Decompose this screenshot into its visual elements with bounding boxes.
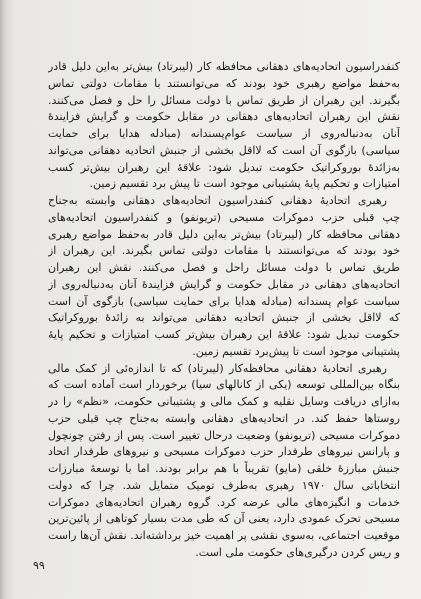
text-line: نقش این رهبران اتحادیه‌های دهقانی در مقابل حکومت و گرایش فزایندهٔ bbox=[48, 110, 400, 124]
text-line: چپ قبلی حزب دموکرات مسیحی (تریونفو) و کنفدراسیون اتحادیه‌های bbox=[48, 210, 400, 224]
text-line: رهبری اتحادیهٔ دهقانی کنفدراسیون اتحادیه‌های دهقانی وابسته به‌جناح bbox=[48, 194, 387, 207]
text-line: دهقانی محافظه کار (لیبرتاد) بیش‌تر به‌این دلیل قادر به‌حفظ مواضع رهبری bbox=[48, 227, 400, 241]
text-line: انتخاباتی سال ۱۹۷۰ رهبری به‌طرف تومیک متمایل شد. چرا که دولت bbox=[48, 478, 400, 492]
text-line: حکومت تبدیل شود: علاقهٔ این رهبران بیش‌تر کسب امتیازات و تحکیم پایهٔ bbox=[48, 328, 400, 341]
paragraph-2 bbox=[48, 193, 400, 361]
paragraph-1 bbox=[48, 59, 400, 193]
text-line: امتیازات و تحکیم پایهٔ پشتیبانی موجود است تا پیش برد تقسیم زمین. bbox=[89, 177, 400, 191]
text-line: اتحادیه‌های دهقانی در مقابل حکومت و گرایش فزایندهٔ آنان به‌دنباله‌روی از bbox=[48, 277, 400, 291]
text-line: سیاسی) بازگوی آن است که لااقل بخشی از جنبش اتحادیه دهقانی می‌تواند bbox=[48, 143, 400, 157]
text-line: به‌حفظ مواضع رهبری خود بودند که می‌توانستند با مقامات دولتی تماس bbox=[48, 76, 400, 90]
text-line: و ریس کردن درگیری‌های حکومت ملی است. bbox=[195, 545, 400, 559]
text-line: آنان به‌دنباله‌روی از سیاست عوام‌پسندانه (مبادله هدایا برای حمایت bbox=[48, 127, 400, 140]
text-line: پشتیبانی موجود است تا پیش‌برد تقسیم زمین. bbox=[192, 344, 400, 358]
text-line: موقعیت اجتماعی، به‌سوی نقشی پر اهمیت خیز برداشته‌اند. نقش آن‌ها راست bbox=[48, 529, 400, 542]
text-line: و پارانس نیروهای طرفدار حزب دموکرات مسیحی و نیروهای طرفدار اتحاد bbox=[48, 445, 400, 459]
body-text bbox=[48, 59, 400, 562]
paragraph-3 bbox=[48, 361, 400, 562]
text-line: دموکرات مسیحی (تریونفو) وضعیت درحال تغییر است. پس از رفتن چونچول bbox=[48, 428, 400, 442]
text-line: به‌ازای دریافت وسایل نقلیه و کمک مالی و پشتیبانی حکومت، «نظم» را در bbox=[48, 395, 400, 408]
text-line: سیاست عوام پسندانه (مبادله هدایا برای حمایت سیاسی) بازگوی آن است bbox=[48, 294, 400, 308]
text-line: مسیحی تحرک عمودی دارد، یعنی آن که طی مدت بسیار کوتاهی از پائین‌ترین bbox=[48, 512, 400, 526]
text-line: رهبری اتحادیهٔ دهقانی محافظه‌کار (لیبرتاد) که تا اندازه‌ئی از کمک مالی bbox=[48, 361, 387, 375]
page-number: ۹۹ bbox=[33, 559, 45, 572]
text-line: جنبش مبارزهٔ خلقی (مایو) تقریباً با هم برابر بودند. اما با توسعهٔ مبارزات bbox=[48, 462, 400, 475]
text-line: خدمات و انگیزه‌های مالی عرضه کرد. گروه رهبران اتحادیه‌های دموکرات bbox=[48, 495, 400, 509]
text-line: کنفدراسیون اتحادیه‌های دهقانی محافظه کار (لیبرتاد) بیش‌تر به‌این دلیل قادر bbox=[48, 60, 400, 73]
text-line: بگیرند. این رهبران از طریق تماس با دولت مسائل را حل و فصل می‌کنند. bbox=[48, 93, 400, 107]
text-line: که لااقل بخشی از جنبش اتحادیه دهقانی می‌تواند به زائدهٔ بوروکراتیک bbox=[48, 311, 400, 325]
text-line: خود بودند که می‌توانستند با مقامات دولتی تماس بگیرند. این رهبران از bbox=[48, 244, 400, 258]
text-line: روستاها حفظ کند. در اتحادیه‌های دهقانی وابسته به‌جناح چپ قبلی حزب bbox=[48, 411, 400, 425]
text-line: بنگاه بین‌المللی توسعه (یکی از کانالهای سیا) برخوردار است آماده است که bbox=[48, 378, 400, 392]
text-line: به‌زائدهٔ بوروکراتیک حکومت تبدیل شود: علاقهٔ این رهبران بیش‌تر کسب bbox=[48, 160, 400, 174]
text-line: طریق تماس با دولت مسائل راحل و فصل می‌کنند. نقش این رهبران bbox=[48, 261, 400, 274]
